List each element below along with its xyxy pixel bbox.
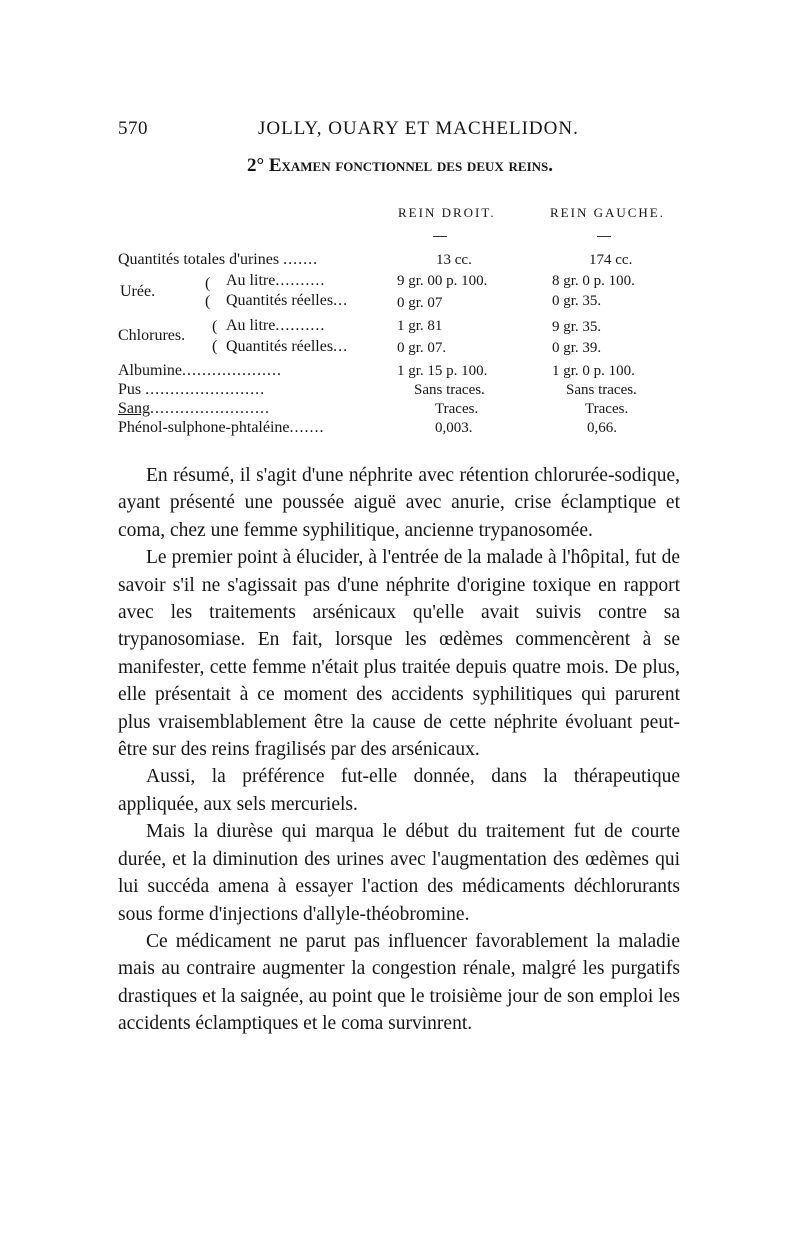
body-text <box>118 462 680 1038</box>
column-header-rein-gauche: REIN GAUCHE. <box>550 205 665 220</box>
row-label-chlorures-quantites-reelles: Quantités réelles... <box>226 338 349 355</box>
section-heading: Examen fonctionnel des deux reins. <box>268 155 554 176</box>
row-label-sang: Sang........................ <box>118 400 270 417</box>
column-dash-droit <box>433 236 447 237</box>
value-droit-uree-au-litre: 9 gr. 00 p. 100. <box>397 273 488 289</box>
row-label-pus: Pus ........................ <box>118 381 266 398</box>
paragraph-preference: Aussi, la préférence fut-elle donnée, dans la thérapeutique appliquée, aux sels mercuriels. <box>118 766 680 815</box>
value-droit-albumine: 1 gr. 15 p. 100. <box>397 363 488 379</box>
row-label-uree-quantites-reelles: Quantités réelles... <box>226 292 349 309</box>
paragraph-medicament: Ce médicament ne parut pas influencer favorablement la maladie mais au contraire augmenter la congestion rénale, malgré les purgatifs drastiques et la saignée, au point que le troisième jour de son emploi les accidents éclamptiques et le coma survinrent. <box>118 930 680 1035</box>
column-dash-gauche <box>597 236 611 237</box>
value-gauche-quantites-totales: 174 cc. <box>589 252 633 268</box>
page-number: 570 <box>118 118 148 139</box>
value-gauche-uree-au-litre: 8 gr. 0 p. 100. <box>552 273 635 289</box>
row-label-uree-au-litre: Au litre.......... <box>226 272 326 289</box>
paragraph-premier-point: Le premier point à élucider, à l'entrée de la malade à l'hôpital, fut de savoir s'il ne s'agissait pas d'une néphrite d'origine toxique en rapport avec les traitements arsénicaux qu'elle avait suivis contre sa trypanosomiase. En fait, lorsque les œdèmes commencèrent à se manifester, cette femme n'était plus traitée depuis quatre mois. De plus, elle présentait à ce moment des accidents syphilitiques qui parurent plus vraisemblablement être la cause de cette néphrite évoluant peut-être sur des reins fragilisés par des arsénicaux. <box>118 547 680 761</box>
results-table <box>0 0 800 440</box>
column-header-rein-droit: REIN DROIT. <box>398 205 496 220</box>
value-gauche-chlorures-au-litre: 9 gr. 35. <box>552 319 602 335</box>
value-droit-phenol: 0,003. <box>435 420 473 436</box>
running-title: JOLLY, OUARY ET MACHELIDON. <box>258 118 579 139</box>
section-number: 2° <box>246 155 265 176</box>
paragraph-diurese: Mais la diurèse qui marqua le début du traitement fut de courte durée, et la diminution des urines avec l'augmentation des œdèmes qui lui succéda amena à essayer l'action des médicaments déchlorurants sous forme d'injections d'allyle-théobromine. <box>118 821 680 925</box>
value-gauche-phenol: 0,66. <box>587 420 617 436</box>
row-label-chlorures-au-litre: Au litre.......... <box>226 317 326 334</box>
value-droit-sang: Traces. <box>435 401 479 417</box>
row-label-albumine: Albumine.................... <box>118 362 282 379</box>
group-label-uree: Urée. <box>120 283 156 300</box>
brace-chlorures-top: ( <box>212 318 218 335</box>
value-droit-uree-quantites-reelles: 0 gr. 07 <box>397 295 443 311</box>
row-label-phenol-sulphone-phtaleine: Phénol-sulphone-phtaléine....... <box>118 419 325 436</box>
value-gauche-uree-quantites-reelles: 0 gr. 35. <box>552 293 602 309</box>
value-droit-chlorures-quantites-reelles: 0 gr. 07. <box>397 340 447 356</box>
value-droit-pus: Sans traces. <box>414 382 485 398</box>
value-gauche-albumine: 1 gr. 0 p. 100. <box>552 363 635 379</box>
value-droit-chlorures-au-litre: 1 gr. 81 <box>397 318 443 334</box>
value-gauche-sang: Traces. <box>585 401 629 417</box>
value-gauche-chlorures-quantites-reelles: 0 gr. 39. <box>552 340 602 356</box>
row-label-quantites-totales: Quantités totales d'urines ....... <box>118 251 319 268</box>
paragraph-resume: En résumé, il s'agit d'une néphrite avec rétention chlorurée-sodique, ayant présenté une poussée aiguë avec anurie, crise éclamptique et coma, chez une femme syphilitique, ancienne trypanosomée. <box>118 465 680 541</box>
brace-uree-bottom: ( <box>205 293 211 310</box>
value-droit-quantites-totales: 13 cc. <box>436 252 472 268</box>
brace-chlorures-bottom: ( <box>212 338 218 355</box>
brace-uree-top: ( <box>205 275 211 292</box>
group-label-chlorures: Chlorures. <box>118 327 186 344</box>
value-gauche-pus: Sans traces. <box>566 382 637 398</box>
